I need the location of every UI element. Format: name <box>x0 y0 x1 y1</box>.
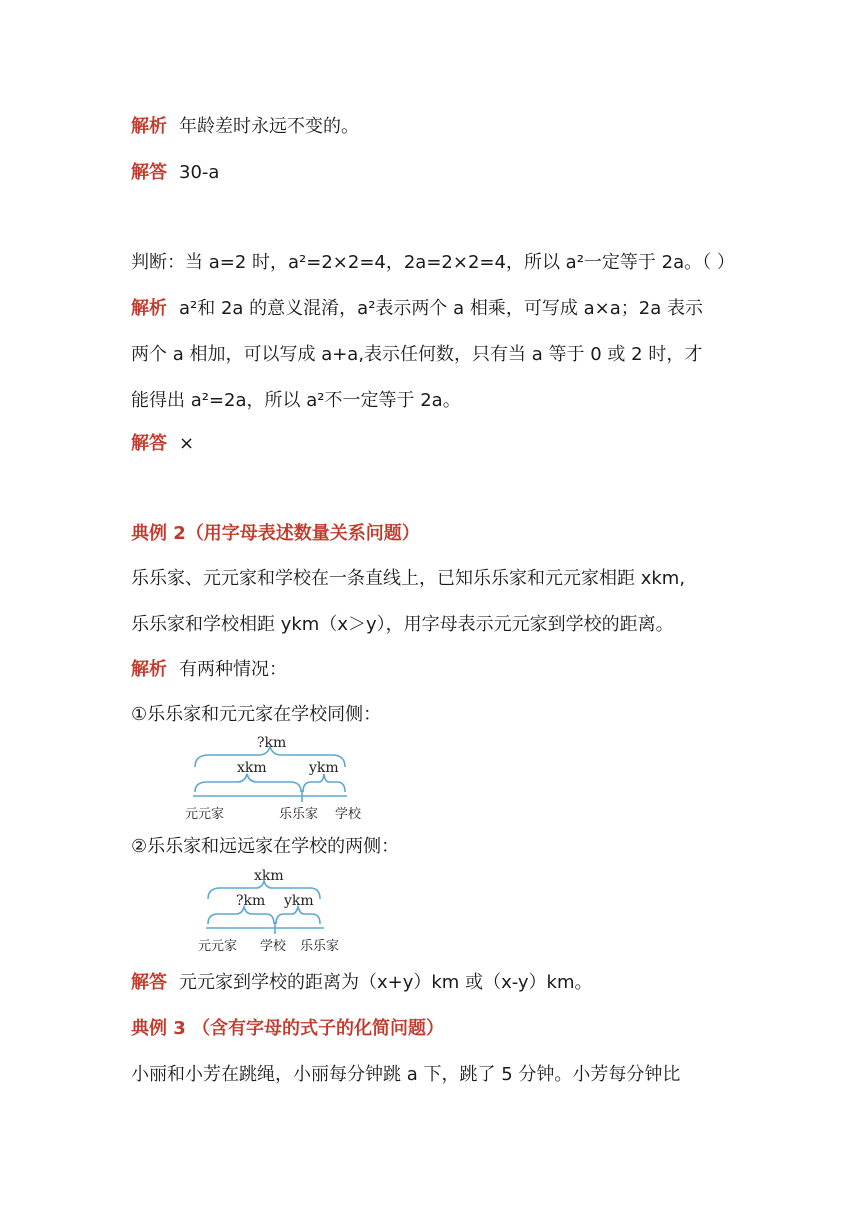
problem-text: 乐乐家、元元家和学校在一条直线上，已知乐乐家和元元家相距 xkm, <box>131 568 686 589</box>
answer-text: 元元家到学校的距离为（x+y）km 或（x-y）km。 <box>179 972 593 993</box>
diagram-left-label: xkm <box>237 760 267 776</box>
example-title: 典例 2（用字母表述数量关系问题） <box>131 523 420 544</box>
diagram-right-label: ykm <box>309 760 339 776</box>
answer-line <box>131 159 219 187</box>
left-brace <box>208 907 274 924</box>
distance-diagram-same-side <box>185 730 385 825</box>
point-label: 元元家 <box>185 807 225 822</box>
point-label: 乐乐家 <box>279 807 319 822</box>
case-one-text: ①乐乐家和元元家在学校同侧： <box>131 704 382 725</box>
example-title: 典例 3 （含有字母的式子的化简问题） <box>131 1018 445 1039</box>
analysis-text: 有两种情况： <box>179 659 287 680</box>
judgement-question: 判断：当 a=2 时，a²=2×2=4，2a=2×2=4，所以 a²一定等于 2a。（ ） <box>131 252 735 273</box>
analysis-continued: 能得出 a²=2a，所以 a²不一定等于 2a。 <box>131 390 461 411</box>
point-label: 元元家 <box>198 939 238 954</box>
analysis-label: 解析 <box>131 298 167 319</box>
answer-label: 解答 <box>131 433 167 454</box>
answer-label: 解答 <box>131 162 167 183</box>
analysis-line <box>131 656 287 684</box>
analysis-line <box>131 295 703 323</box>
analysis-label: 解析 <box>131 116 167 137</box>
problem-text: 小丽和小芳在跳绳，小丽每分钟跳 a 下，跳了 5 分钟。小芳每分钟比 <box>131 1064 681 1085</box>
diagram-top-label: ?km <box>257 735 287 751</box>
case-two-text: ②乐乐家和远远家在学校的两侧： <box>131 836 400 857</box>
answer-text: × <box>179 433 195 454</box>
answer-line <box>131 969 593 997</box>
point-label: 学校 <box>260 939 287 954</box>
right-brace <box>303 774 345 792</box>
right-brace <box>276 907 320 924</box>
problem-text: 乐乐家和学校相距 ykm（x＞y），用字母表示元元家到学校的距离。 <box>131 614 674 635</box>
answer-line <box>131 430 194 458</box>
analysis-label: 解析 <box>131 659 167 680</box>
answer-label: 解答 <box>131 972 167 993</box>
answer-text: 30-a <box>179 162 220 183</box>
diagram-top-label: xkm <box>254 868 284 884</box>
analysis-continued: 两个 a 相加，可以写成 a+a,表示任何数，只有当 a 等于 0 或 2 时，才 <box>131 344 703 365</box>
point-label: 乐乐家 <box>300 939 340 954</box>
diagram-left-label: ?km <box>236 893 266 909</box>
diagram-right-label: ykm <box>284 893 314 909</box>
left-brace <box>195 774 301 792</box>
distance-diagram-opposite-sides <box>196 862 356 957</box>
point-label: 学校 <box>335 807 362 822</box>
analysis-text: 年龄差时永远不变的。 <box>179 116 359 137</box>
analysis-text: a²和 2a 的意义混淆，a²表示两个 a 相乘，可写成 a×a；2a 表示 <box>179 298 703 319</box>
analysis-line <box>131 113 359 141</box>
